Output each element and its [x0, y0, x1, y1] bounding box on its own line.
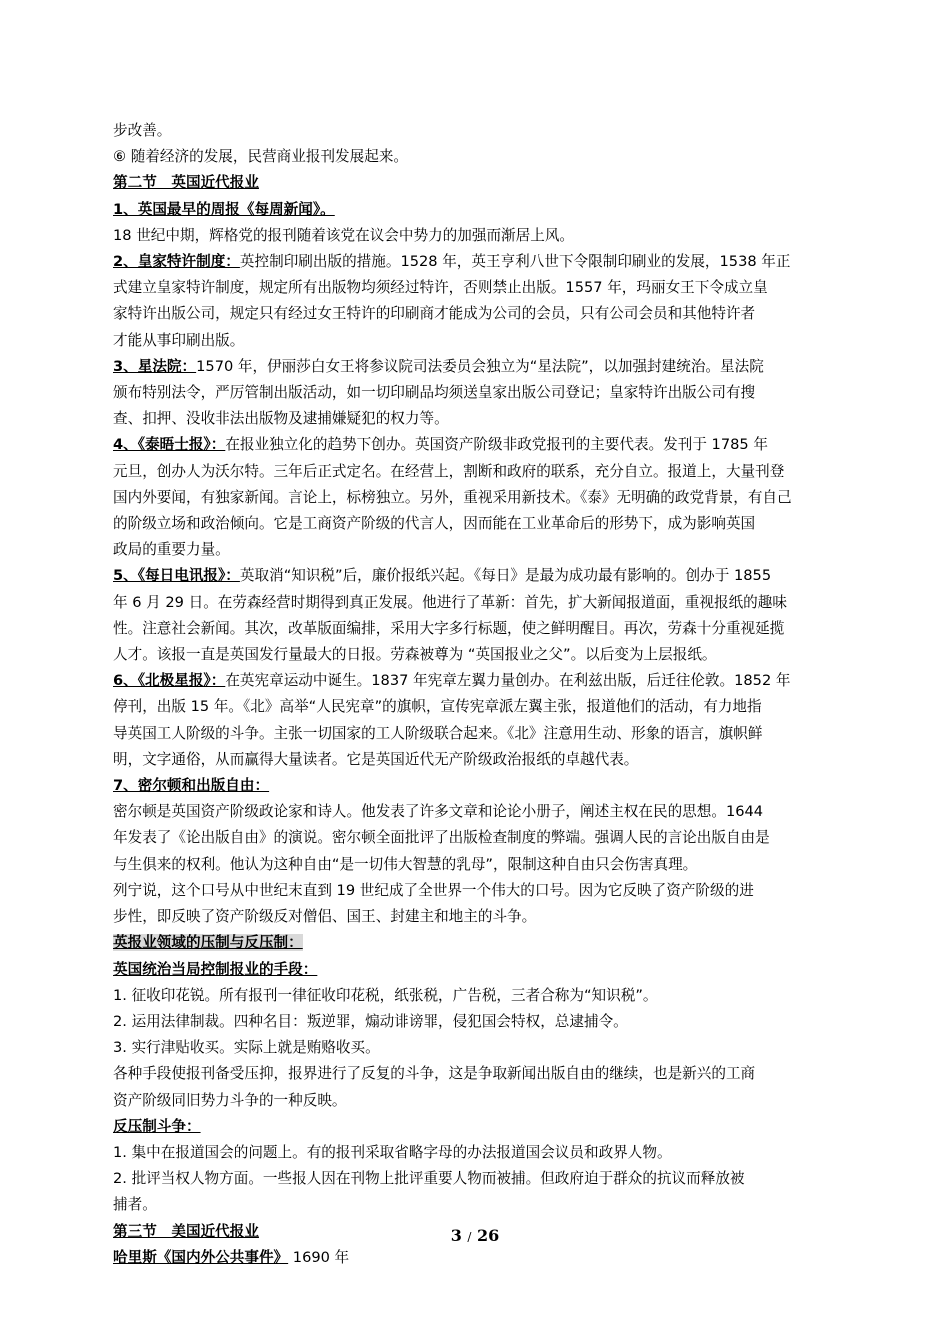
section-heading: 7、密尔顿和出版自由： [113, 777, 270, 795]
text-line [113, 380, 843, 406]
section-heading: 英国统治当局控制报业的手段： [113, 960, 318, 978]
body-text: 与生俱来的权利。他认为这种自由“是一切伟大智慧的乳母”，限制这种自由只会伤害真理。 [113, 855, 698, 873]
body-text: 2. 批评当权人物方面。一些报人因在刊物上批评重要人物而被捕。但政府迫于群众的抗议而释放被 [113, 1170, 745, 1188]
body-text: 国内外要闻，有独家新闻。言论上，标榜独立。另外，重视采用新技术。《泰》无明确的政党背景，有自己 [113, 488, 792, 506]
text-line [113, 747, 843, 773]
body-text: 在报业独立化的趋势下创办。英国资产阶级非政党报刊的主要代表。发刊于 1785 年 [225, 436, 768, 454]
text-line [113, 878, 843, 904]
section-heading: 第二节 英国近代报业 [113, 174, 259, 192]
text-line [113, 694, 843, 720]
text-line [113, 1245, 843, 1271]
text-line [113, 852, 843, 878]
body-text: 资产阶级同旧势力斗争的一种反映。 [113, 1091, 347, 1109]
body-text: 的阶级立场和政治倾向。它是工商资产阶级的代言人，因而能在工业革命后的形势下，成为影响英国 [113, 515, 756, 533]
body-text: 人才。该报一直是英国发行量最大的日报。劳森被尊为 “英国报业之父”。以后变为上层报纸。 [113, 646, 717, 664]
text-line [113, 721, 843, 747]
document-body [113, 118, 843, 1271]
body-text: 停刊，出版 15 年。《北》高举“人民宪章”的旗帜，宣传宪章派左翼主张，报道他们的活动，有力地指 [113, 698, 762, 716]
text-line [113, 170, 843, 196]
text-line [113, 432, 843, 458]
text-line [113, 485, 843, 511]
page-number [0, 1226, 950, 1245]
body-text: 家特许出版公司，规定只有经过女王特许的印刷商才能成为公司的会员，只有公司会员和其他特许者 [113, 305, 756, 323]
body-text: 查、扣押、没收非法出版物及逮捕嫌疑犯的权力等。 [113, 410, 449, 428]
text-line [113, 459, 843, 485]
section-heading: 1、英国最早的周报《每周新闻》。 [113, 200, 335, 218]
text-line [113, 223, 843, 249]
body-text: 明，文字通俗，从而赢得大量读者。它是英国近代无产阶级政治报纸的卓越代表。 [113, 750, 639, 768]
body-text: 步性，即反映了资产阶级反对僧侣、国王、封建主和地主的斗争。 [113, 908, 537, 926]
total-pages: 26 [477, 1226, 500, 1245]
body-text: 才能从事印刷出版。 [113, 331, 245, 349]
body-text: 政局的重要力量。 [113, 541, 230, 559]
text-line [113, 197, 843, 223]
body-text: 列宁说，这个口号从中世纪末直到 19 世纪成了全世界一个伟大的口号。因为它反映了资产阶级的进 [113, 881, 754, 899]
text-line [113, 301, 843, 327]
body-text: 1690 年 [288, 1248, 350, 1266]
body-text: 式建立皇家特许制度，规定所有出版物均须经过特许，否则禁止出版。1557 年，玛丽女王下令成立皇 [113, 279, 768, 297]
text-line [113, 563, 843, 589]
text-line [113, 1061, 843, 1087]
section-heading: 4、《泰晤士报》： [113, 436, 226, 454]
text-line [113, 642, 843, 668]
section-heading: 第三节 美国近代报业 [113, 1222, 259, 1240]
text-line [113, 930, 843, 956]
body-text: 英取消“知识税”后，廉价报纸兴起。《每日》是最为成功最有影响的。创办于 1855 [239, 567, 772, 585]
text-line [113, 1192, 843, 1218]
body-text: 步改善。 [113, 122, 172, 139]
text-line [113, 144, 843, 170]
body-text: 在英宪章运动中诞生。1837 年宪章左翼力量创办。在利兹出版，后迁往伦敦。1852 年 [225, 672, 791, 690]
text-line [113, 275, 843, 301]
body-text: 18 世纪中期，辉格党的报刊随着该党在议会中势力的加强而渐居上风。 [113, 226, 575, 244]
text-line [113, 904, 843, 930]
text-line [113, 511, 843, 537]
text-line [113, 1088, 843, 1114]
body-text: 3. 实行津贴收买。实际上就是贿赂收买。 [113, 1039, 380, 1057]
text-line [113, 825, 843, 851]
body-text: 性。注意社会新闻。其次，改革版面编排，采用大字多行标题，使之鲜明醒目。再次，劳森十分重视延揽 [113, 619, 785, 637]
body-text: 各种手段使报刊备受压抑，报界进行了反复的斗争，这是争取新闻出版自由的继续，也是新兴的工商 [113, 1065, 756, 1083]
text-line [113, 1140, 843, 1166]
section-heading: 2、皇家特许制度： [113, 253, 240, 271]
text-line [113, 590, 843, 616]
text-line [113, 406, 843, 432]
page-separator: / [467, 1230, 472, 1244]
section-heading: 6、《北极星报》： [113, 672, 226, 690]
text-line [113, 957, 843, 983]
text-line [113, 616, 843, 642]
text-line [113, 773, 843, 799]
text-line [113, 1114, 843, 1140]
body-text: 英控制印刷出版的措施。1528 年，英王亨利八世下令限制印刷业的发展，1538 年正 [239, 253, 791, 271]
document-page [113, 118, 843, 1271]
text-line [113, 354, 843, 380]
body-text: 1570 年，伊丽莎白女王将参议院司法委员会独立为“星法院”，以加强封建统治。星法院 [196, 357, 764, 375]
text-line [113, 1166, 843, 1192]
body-text: ⑥ 随着经济的发展，民营商业报刊发展起来。 [113, 148, 409, 166]
body-text: 2. 运用法律制裁。四种名目：叛逆罪，煽动诽谤罪，侵犯国会特权，总逮捕令。 [113, 1012, 628, 1030]
body-text: 1. 征收印花锐。所有报刊一律征收印花税，纸张税，广告税，三者合称为“知识税”。 [113, 986, 658, 1004]
body-text: 1. 集中在报道国会的问题上。有的报刊采取省略字母的办法报道国会议员和政界人物。 [113, 1143, 672, 1161]
body-text: 元旦，创办人为沃尔特。三年后正式定名。在经营上，割断和政府的联系，充分自立。报道上，大量刊登 [113, 462, 785, 480]
text-line [113, 249, 843, 275]
body-text: 颁布特别法令，严厉管制出版活动，如一切印刷品均须送皇家出版公司登记；皇家特许出版公司有搜 [113, 384, 756, 402]
body-text: 捕者。 [113, 1196, 157, 1214]
body-text: 导英国工人阶级的斗争。主张一切国家的工人阶级联合起来。《北》注意用生动、形象的语言，旗帜鲜 [113, 724, 763, 742]
text-line [113, 537, 843, 563]
text-line [113, 118, 843, 144]
text-line [113, 983, 843, 1009]
section-heading: 反压制斗争： [113, 1117, 201, 1135]
body-text: 年发表了《论出版自由》的演说。密尔顿全面批评了出版检查制度的弊端。强调人民的言论出版自由是 [113, 829, 770, 847]
section-heading: 3、星法院： [113, 357, 197, 375]
text-line [113, 1009, 843, 1035]
boxed-heading: 英报业领域的压制与反压制： [113, 934, 303, 952]
text-line [113, 328, 843, 354]
body-text: 密尔顿是英国资产阶级政论家和诗人。他发表了许多文章和论论小册子，阐述主权在民的思想。1644 [113, 803, 764, 821]
section-heading: 5、《每日电讯报》： [113, 567, 240, 585]
current-page: 3 [450, 1226, 462, 1245]
text-line [113, 668, 843, 694]
text-line [113, 1035, 843, 1061]
text-line [113, 799, 843, 825]
section-heading: 哈里斯《国内外公共事件》 [113, 1248, 289, 1266]
body-text: 年 6 月 29 日。在劳森经营时期得到真正发展。他进行了革新：首先，扩大新闻报道面，重视报纸的趣味 [113, 593, 787, 611]
